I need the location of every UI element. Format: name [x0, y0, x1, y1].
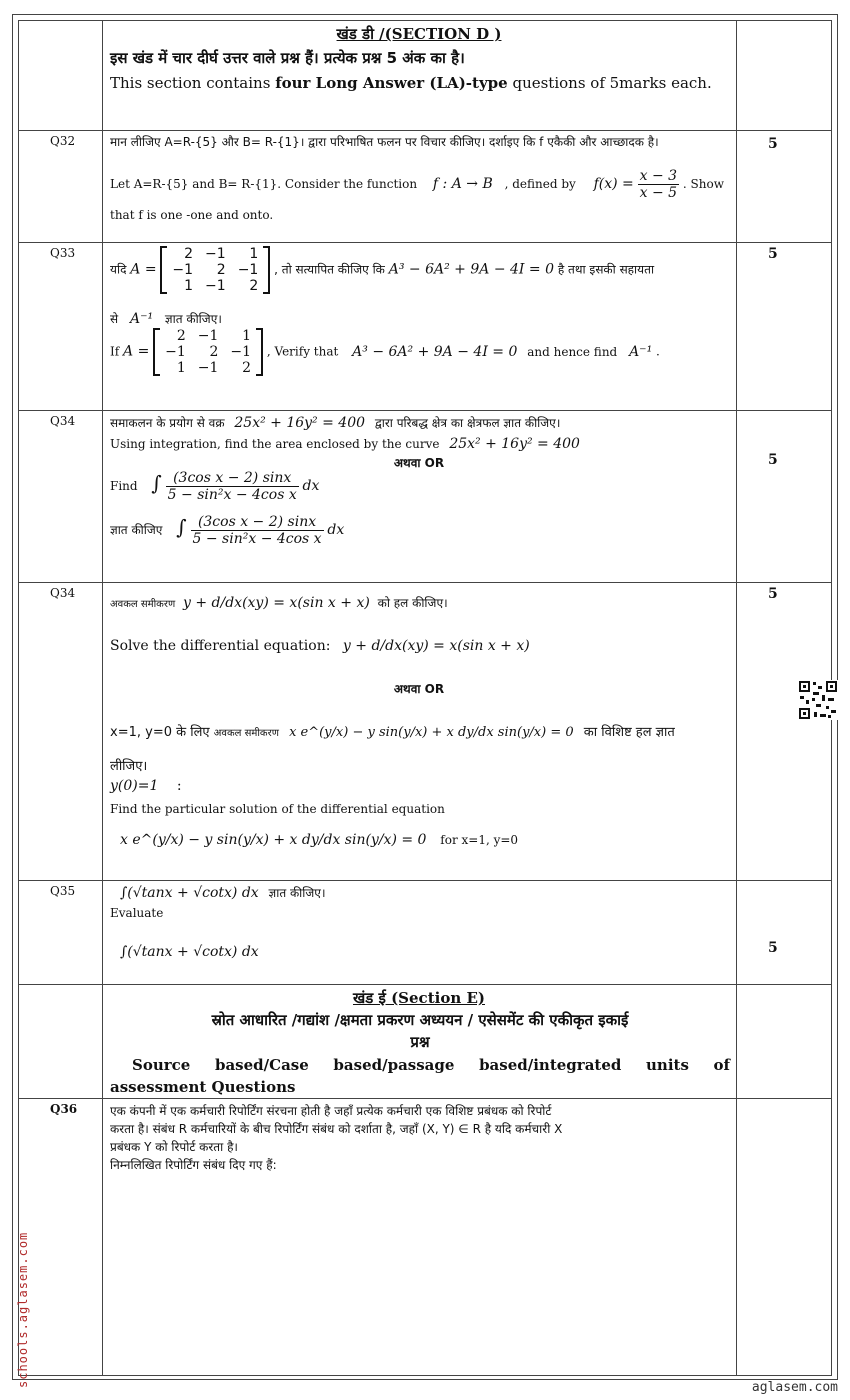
- q34a-curve-en: 25x² + 16y² = 400: [449, 436, 580, 452]
- q32-numerator: x − 3: [639, 168, 678, 184]
- q33-hindi-4: से: [110, 312, 119, 326]
- q34a-find: Find: [110, 479, 138, 493]
- q33-equation-en: A³ − 6A² + 9A − 4I = 0: [352, 343, 518, 360]
- q33-hindi-3: है तथा इसकी सहायता: [557, 262, 655, 277]
- q34a-denominator-2: 5 − sin²x − 4cos x: [192, 531, 322, 547]
- q35-integral: ∫(√tanx + √cotx) dx: [120, 885, 259, 901]
- q33-a-eq: A =: [130, 261, 157, 278]
- matrix-cell: 2: [184, 246, 194, 262]
- q34b-en-find: Find the particular solution of the differential equation: [110, 802, 445, 816]
- section-e-hindi-1: स्रोत आधारित /गद्यांश /क्षमता प्रकरण अध्ययन / एसेसमेंट की एकीकृत इकाई: [211, 1011, 629, 1029]
- question-marks: 5: [768, 136, 778, 152]
- q32-fx: f(x) =: [593, 176, 634, 192]
- q33-hindi-1: यदि: [110, 262, 127, 277]
- q33-inverse: A⁻¹: [129, 311, 154, 327]
- q34a-integral-2: ∫: [176, 515, 187, 539]
- q34a-denominator: 5 − sin²x − 4cos x: [167, 487, 297, 503]
- matrix-cell: −1: [197, 360, 219, 376]
- matrix-cell: −1: [197, 328, 219, 344]
- q34b-de: y + d/dx(xy) = x(sin x + x): [183, 595, 370, 611]
- q34b-cond: x=1, y=0 के लिए: [110, 725, 210, 740]
- section-e-hindi-2: प्रश्न: [410, 1033, 430, 1051]
- q36-text: [110, 1102, 734, 1174]
- q34b-hindi-small: अवकल समीकरण: [110, 599, 176, 610]
- side-watermark: [14, 1200, 30, 1390]
- matrix-cell: 1: [242, 328, 252, 344]
- matrix-cell: −1: [205, 278, 226, 294]
- matrix-cell: 2: [176, 328, 186, 344]
- q35-hindi: ज्ञात कीजिए।: [268, 886, 326, 900]
- q33-end: .: [656, 344, 660, 359]
- q34a-integral: ∫: [151, 471, 162, 495]
- matrix-cell: 2: [249, 278, 259, 294]
- matrix-cell: 1: [176, 360, 186, 376]
- q34b-solve-line: [110, 638, 530, 654]
- row-divider: [18, 410, 832, 411]
- question-number: Q33: [50, 246, 76, 260]
- question-marks: 5: [768, 586, 778, 602]
- question-number: Q35: [50, 884, 76, 898]
- q34b-de2: x e^(y/x) − y sin(y/x) + x dy/dx sin(y/x) = 0: [289, 725, 574, 740]
- question-number: Q34: [50, 586, 76, 600]
- row-divider: [18, 582, 832, 583]
- section-e-english: Source based/Case based/passage based/integrated units of assessment Questions: [110, 1056, 730, 1096]
- q33-if: If: [110, 344, 120, 359]
- q32-text-4: that f is one -one and onto.: [110, 208, 274, 222]
- matrix-cell: 2: [209, 344, 219, 360]
- q34a-english-line: [110, 436, 580, 452]
- q34a-dx-2: dx: [327, 522, 345, 538]
- q33-hindi-line-2: [110, 310, 222, 327]
- q34a-or: अथवा OR: [393, 456, 445, 470]
- q34a-curve: 25x² + 16y² = 400: [234, 415, 366, 431]
- section-e-title: खंड ई (Section E): [352, 989, 485, 1007]
- q33-hindi-5: ज्ञात कीजिए।: [164, 312, 222, 326]
- column-divider-left: [102, 20, 103, 1376]
- q32-fraction: [638, 168, 679, 201]
- q34b-y0-sep: :: [176, 778, 182, 794]
- question-number: Q32: [50, 134, 76, 148]
- q34a-hindi-line: [110, 414, 560, 431]
- q32-hindi: मान लीजिए A=R-{5} और B= R-{1}। द्वारा परिभाषित फलन पर विचार कीजिए। दर्शाइए कि f एकैकी और आच्छादक है।: [110, 135, 659, 149]
- intro-bold: four Long Answer (LA)-type: [275, 74, 508, 92]
- matrix-cell: 1: [184, 278, 194, 294]
- row-divider: [18, 1098, 832, 1099]
- intro-post: questions of 5marks each.: [507, 74, 712, 92]
- q33-matrix-en: [153, 328, 263, 376]
- q34b-hindi-end: को हल कीजिए।: [377, 596, 448, 610]
- q36-line: एक कंपनी में एक कर्मचारी रिपोर्टिंग संरचना होती है जहाँ प्रत्येक कर्मचारी एक विशिष्ट प्रबंधक को रिपोर्ट: [110, 1104, 552, 1118]
- q34b-cond-line: [110, 722, 675, 740]
- q34a-find-hi: ज्ञात कीजिए: [110, 523, 163, 537]
- question-marks: 5: [768, 246, 778, 262]
- watermark-text: schools.aglasem.com: [16, 1231, 30, 1388]
- q34b-hindi-3: लीजिए।: [110, 759, 148, 774]
- row-divider: [18, 984, 832, 985]
- q34b-hindi-2: का विशिष्ट हल ज्ञात: [583, 725, 675, 740]
- q33-hence: and hence find: [527, 344, 618, 359]
- q36-line: प्रबंधक Y को रिपोर्ट करता है।: [110, 1140, 238, 1154]
- q34b-for: for x=1, y=0: [440, 833, 519, 847]
- matrix-cell: 1: [249, 246, 259, 262]
- q34a-english: Using integration, find the area enclosed by the curve: [110, 437, 440, 451]
- column-divider-right: [736, 20, 737, 1376]
- q33-verify: , Verify that: [266, 344, 339, 359]
- q33-hindi-2: , तो सत्यापित कीजिए कि: [274, 262, 385, 277]
- q32-text-2: , defined by: [504, 177, 576, 191]
- footer-site: aglasem.com: [751, 1380, 838, 1395]
- q33-inverse-en: A⁻¹: [629, 343, 653, 360]
- q35-integral-en: ∫(√tanx + √cotx) dx: [120, 944, 259, 960]
- q34a-dx: dx: [302, 478, 320, 494]
- q32-english: [110, 168, 730, 201]
- section-d-hindi-intro: इस खंड में चार दीर्घ उत्तर वाले प्रश्न हैं। प्रत्येक प्रश्न 5 अंक का है।: [110, 49, 465, 67]
- q34a-hindi-2: द्वारा परिबद्ध क्षेत्र का क्षेत्रफल ज्ञात कीजिए।: [374, 416, 561, 430]
- q36-line: निम्नलिखित रिपोर्टिंग संबंध दिए गए हैं:: [110, 1158, 277, 1172]
- question-number: Q34: [50, 414, 76, 428]
- q34a-numerator-2: (3cos x − 2) sinx: [191, 514, 324, 531]
- q35-hindi-line: [120, 884, 326, 901]
- q34b-or: अथवा OR: [393, 682, 445, 696]
- row-divider: [18, 880, 832, 881]
- section-d-english-intro: [110, 72, 730, 94]
- q32-text-1: Let A=R-{5} and B= R-{1}. Consider the function: [110, 177, 418, 191]
- question-marks: 5: [768, 940, 778, 956]
- q34b-de2-en: x e^(y/x) − y sin(y/x) + x dy/dx sin(y/x) = 0: [120, 832, 427, 848]
- q33-english-line: [110, 328, 660, 376]
- q34a-hindi: समाकलन के प्रयोग से वक्र: [110, 416, 225, 430]
- q34a-find-hi-line: [110, 514, 344, 547]
- matrix-cell: −1: [172, 262, 194, 278]
- q32-text-3: . Show: [682, 177, 724, 191]
- q34a-find-line: [110, 470, 319, 503]
- qr-code-icon: [798, 680, 838, 720]
- section-d-title: खंड डी /(SECTION D ): [336, 25, 502, 43]
- q34b-hindi-small-2: अवकल समीकरण: [213, 728, 279, 739]
- q36-line: करता है। संबंध R कर्मचारियों के बीच रिपोर्टिंग संबंध को दर्शाता है, जहाँ (X, Y) ∈ R है यदि कर्मचारी X: [110, 1122, 563, 1136]
- q33-hindi-line: [110, 246, 734, 294]
- intro-pre: This section contains: [110, 74, 276, 92]
- row-divider: [18, 242, 832, 243]
- q33-matrix: [160, 246, 270, 294]
- q35-evaluate: Evaluate: [110, 906, 164, 920]
- question-number: Q36: [50, 1102, 78, 1116]
- matrix-cell: 2: [216, 262, 226, 278]
- matrix-cell: −1: [230, 344, 252, 360]
- q34b-de-en: y + d/dx(xy) = x(sin x + x): [342, 638, 530, 654]
- q34b-hindi-line: [110, 594, 448, 611]
- q33-equation: A³ − 6A² + 9A − 4I = 0: [388, 261, 554, 278]
- q33-a-eq-en: A =: [123, 343, 150, 360]
- q34a-fraction: [166, 470, 299, 503]
- q32-denominator: x − 5: [639, 185, 678, 201]
- q34b-solve: Solve the differential equation:: [110, 638, 331, 654]
- q32-fn-map: f : A → B: [432, 176, 493, 192]
- matrix-cell: −1: [165, 344, 186, 360]
- q34b-y0: y(0)=1: [110, 778, 159, 794]
- question-marks: 5: [768, 452, 778, 468]
- matrix-cell: −1: [205, 246, 226, 262]
- matrix-cell: −1: [237, 262, 259, 278]
- q34a-fraction-2: [191, 514, 324, 547]
- row-divider: [18, 130, 832, 131]
- q34b-y0-line: [110, 778, 182, 794]
- q34a-numerator: (3cos x − 2) sinx: [166, 470, 299, 487]
- q34b-de2-en-line: [120, 832, 518, 848]
- matrix-cell: 2: [242, 360, 252, 376]
